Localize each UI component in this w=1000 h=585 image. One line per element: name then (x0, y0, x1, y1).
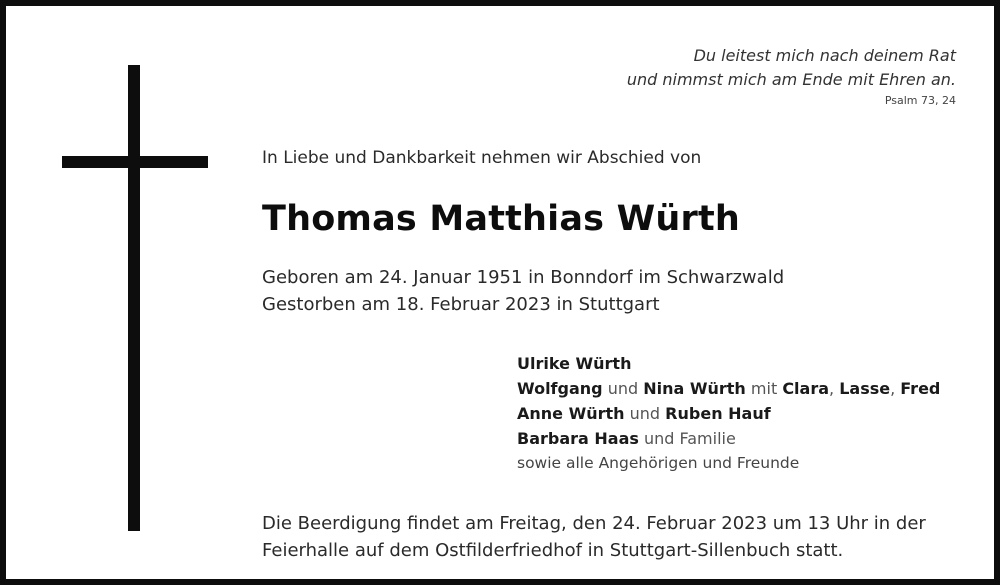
verse-line-1: Du leitest mich nach deinem Rat (693, 46, 956, 65)
life-dates (262, 264, 784, 318)
joiner-text: und (624, 404, 666, 423)
verse-reference: Psalm 73, 24 (884, 94, 956, 107)
verse-line-2: und nimmst mich am Ende mit Ehren an. (626, 70, 956, 89)
joiner-text: mit (745, 379, 783, 398)
mourners-list (517, 351, 940, 476)
funeral-line-1: Die Beerdigung findet am Freitag, den 24. Februar 2023 um 13 Uhr in der (262, 513, 926, 534)
mourner-name: Anne Würth (517, 404, 625, 423)
mourner-row (517, 426, 940, 451)
deceased-name: Thomas Matthias Würth (262, 199, 741, 239)
separator-text: , (829, 379, 840, 398)
mourner-row (517, 401, 940, 426)
cross-horizontal-bar (62, 156, 208, 168)
mourner-name: Clara (782, 379, 830, 398)
mourner-row (517, 351, 940, 376)
relatives-line: sowie alle Angehörigen und Freunde (517, 454, 800, 472)
mourner-name: Barbara Haas (517, 429, 639, 448)
funeral-line-2: Feierhalle auf dem Ostfilderfriedhof in Stuttgart-Sillenbuch statt. (262, 540, 844, 561)
joiner-text: und (602, 379, 644, 398)
mourner-row (517, 376, 940, 401)
mourner-name: Lasse (839, 379, 891, 398)
death-line: Gestorben am 18. Februar 2023 in Stuttgart (262, 294, 660, 315)
cross-vertical-bar (128, 65, 140, 531)
mourner-name: Ulrike Würth (517, 354, 632, 373)
intro-text: In Liebe und Dankbarkeit nehmen wir Abschied von (262, 148, 702, 168)
mourner-name: Ruben Hauf (665, 404, 771, 423)
bible-verse (627, 44, 956, 110)
mourner-name: Wolfgang (517, 379, 603, 398)
funeral-info (262, 510, 926, 564)
birth-line: Geboren am 24. Januar 1951 in Bonndorf im Schwarzwald (262, 267, 785, 288)
mourner-name: Fred (900, 379, 941, 398)
mourner-name: Nina Würth (643, 379, 746, 398)
joiner-text: und Familie (638, 429, 736, 448)
separator-text: , (890, 379, 901, 398)
